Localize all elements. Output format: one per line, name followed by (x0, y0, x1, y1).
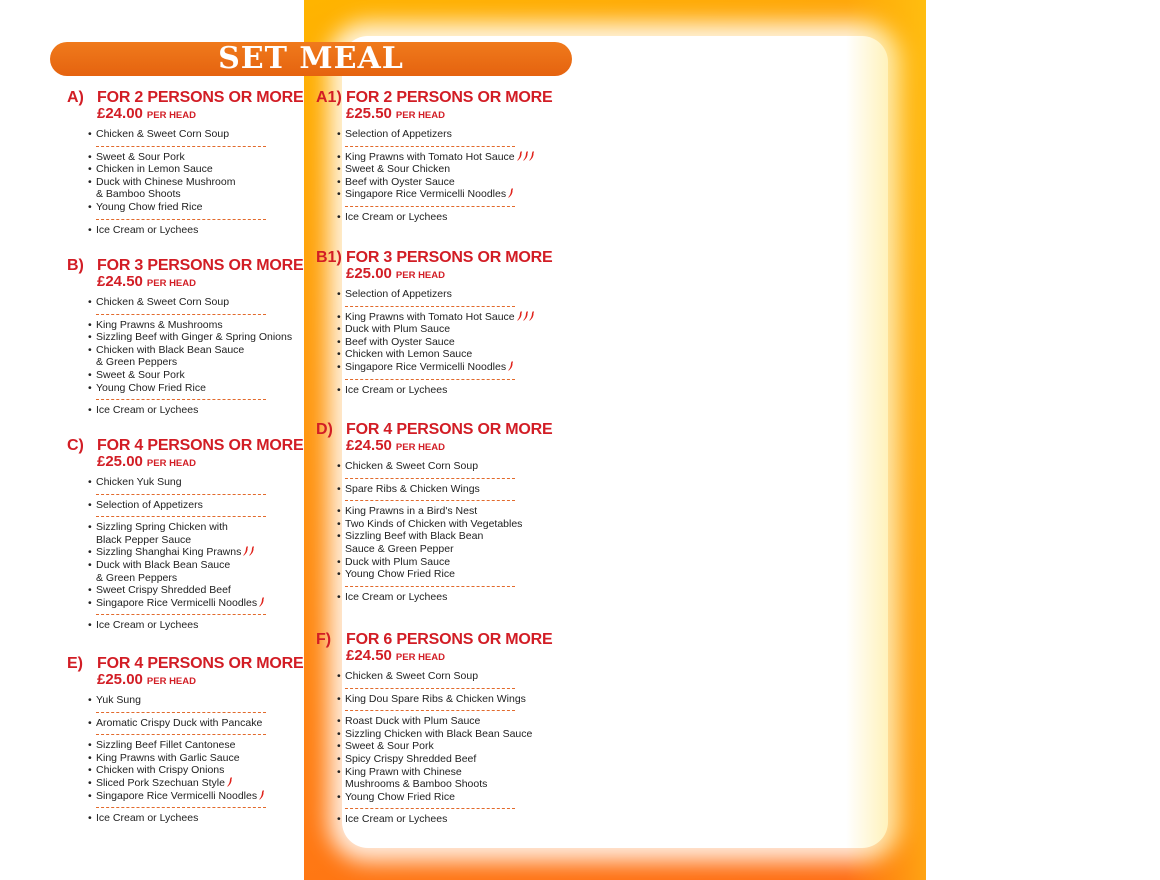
set-meal-section (67, 654, 327, 825)
dish-group (67, 128, 327, 141)
dish-name: Sizzling Spring Chicken with (96, 521, 228, 534)
section-title: FOR 4 PERSONS OR MORE (97, 437, 304, 454)
dish-group (316, 151, 576, 201)
chili-pepper-icon (508, 188, 514, 198)
dashed-separator (96, 219, 266, 220)
dashed-separator (345, 710, 515, 711)
dish-name: Ice Cream or Lychees (345, 383, 448, 396)
dish-item (88, 534, 327, 547)
section-title: FOR 4 PERSONS OR MORE (346, 421, 553, 438)
dish-item (337, 791, 576, 804)
dish-item (337, 211, 576, 224)
dish-name: Sauce & Green Pepper (345, 542, 454, 555)
dish-item (337, 460, 576, 473)
per-head-label: PER HEAD (146, 110, 196, 121)
dish-name: Young Chow fried Rice (96, 200, 203, 213)
dashed-separator (96, 734, 266, 735)
dish-name: Selection of Appetizers (345, 128, 452, 140)
dish-group (316, 591, 576, 604)
dashed-separator (345, 206, 515, 207)
dish-item (88, 369, 327, 382)
dish-item (88, 201, 327, 214)
dish-name: Duck with Chinese Mushroom (96, 175, 236, 188)
dish-item (337, 384, 576, 397)
dish-item (88, 163, 327, 176)
dish-group (316, 813, 576, 826)
dish-item (337, 311, 576, 324)
dish-name: Chicken in Lemon Sauce (96, 163, 213, 176)
dish-item (337, 151, 576, 164)
dish-name: Sweet & Sour Chicken (345, 163, 451, 176)
dish-group (67, 404, 327, 417)
dish-item (337, 163, 576, 176)
dish-group (316, 311, 576, 374)
dish-name: Chicken & Sweet Corn Soup (96, 128, 230, 140)
dish-item (337, 715, 576, 728)
per-head-label: PER HEAD (395, 110, 445, 121)
dish-item (88, 521, 327, 534)
section-code: B1) (316, 249, 342, 266)
dish-item (88, 319, 327, 332)
dish-name: Sizzling Chicken with Black Bean Sauce (345, 727, 533, 740)
dish-group (67, 499, 327, 512)
dish-group (316, 505, 576, 581)
set-meal-section (316, 248, 576, 396)
dish-item (88, 356, 327, 369)
dish-name: Singapore Rice Vermicelli Noodles (96, 789, 258, 802)
dish-item (88, 764, 327, 777)
dashed-separator (345, 306, 515, 307)
dish-item (337, 753, 576, 766)
dish-item (337, 670, 576, 683)
dish-group (67, 224, 327, 237)
dish-item (88, 619, 327, 632)
dish-name: King Prawn with Chinese (345, 765, 462, 778)
dashed-separator (345, 586, 515, 587)
price-row (67, 672, 327, 690)
dish-item (88, 296, 327, 309)
price: £25.00 (346, 265, 392, 282)
section-title: FOR 3 PERSONS OR MORE (97, 257, 304, 274)
price-row (316, 266, 576, 284)
dish-name: Singapore Rice Vermicelli Noodles (345, 188, 507, 201)
dish-name: Chicken & Sweet Corn Soup (96, 296, 230, 308)
dish-name: Spicy Crispy Shredded Beef (345, 752, 477, 765)
dish-name: Roast Duck with Plum Sauce (345, 715, 481, 728)
dish-group (316, 670, 576, 683)
dish-name: Ice Cream or Lychees (345, 813, 448, 826)
dashed-separator (96, 712, 266, 713)
dashed-separator (345, 808, 515, 809)
dish-name: Duck with Black Bean Sauce (96, 558, 231, 571)
price: £25.50 (346, 105, 392, 122)
dish-name: Spare Ribs & Chicken Wings (345, 482, 480, 495)
set-meal-section (316, 630, 576, 826)
dish-group (67, 521, 327, 609)
dish-name: Sizzling Shanghai King Prawns (96, 546, 242, 559)
section-code: A1) (316, 89, 342, 106)
dish-name: Two Kinds of Chicken with Vegetables (345, 517, 523, 530)
chili-pepper-icon (259, 597, 265, 607)
dish-name: King Prawns in a Bird's Nest (345, 505, 478, 518)
chili-icon (259, 791, 265, 801)
dish-item (88, 597, 327, 610)
chili-icon (517, 152, 535, 162)
chili-icon (508, 189, 514, 199)
dish-item (337, 323, 576, 336)
per-head-label: PER HEAD (146, 278, 196, 289)
dish-item (88, 151, 327, 164)
dish-name: Sweet & Sour Pork (96, 150, 185, 163)
dashed-separator (345, 688, 515, 689)
dish-name: Ice Cream or Lychees (345, 590, 448, 603)
dish-name: & Bamboo Shoots (96, 188, 181, 201)
dish-item (337, 188, 576, 201)
dish-item (88, 499, 327, 512)
dish-item (88, 572, 327, 585)
dish-name: Black Pepper Sauce (96, 533, 192, 546)
dish-group (316, 715, 576, 803)
dish-item (88, 717, 327, 730)
dish-item (337, 778, 576, 791)
dish-item (337, 505, 576, 518)
dish-item (88, 176, 327, 189)
dish-group (316, 483, 576, 496)
dish-item (337, 530, 576, 543)
dashed-separator (96, 314, 266, 315)
dish-name: Ice Cream or Lychees (96, 223, 199, 236)
dish-item (337, 813, 576, 826)
dashed-separator (96, 494, 266, 495)
dish-name: Ice Cream or Lychees (345, 210, 448, 223)
dish-item (337, 483, 576, 496)
chili-pepper-icon (529, 151, 535, 161)
dish-item (88, 752, 327, 765)
dish-group (316, 211, 576, 224)
dish-item (88, 128, 327, 141)
chili-icon (243, 547, 255, 557)
price-row (67, 454, 327, 472)
dashed-separator (96, 399, 266, 400)
dashed-separator (96, 146, 266, 147)
dish-item (337, 361, 576, 374)
dish-item (337, 288, 576, 301)
dish-name: King Prawns with Tomato Hot Sauce (345, 150, 515, 163)
dish-group (316, 384, 576, 397)
dish-name: King Prawns & Mushrooms (96, 318, 223, 331)
dish-item (337, 693, 576, 706)
chili-icon (259, 598, 265, 608)
dish-name: Sizzling Beef with Black Bean (345, 530, 484, 543)
dish-name: Ice Cream or Lychees (96, 619, 199, 632)
price-row (316, 648, 576, 666)
dish-item (88, 344, 327, 357)
dish-group (67, 619, 327, 632)
dish-group (67, 476, 327, 489)
section-code: E) (67, 655, 83, 672)
dish-name: Beef with Oyster Sauce (345, 175, 455, 188)
dish-item (88, 777, 327, 790)
dish-name: & Green Peppers (96, 356, 178, 369)
dish-name: Yuk Sung (96, 694, 141, 706)
per-head-label: PER HEAD (146, 458, 196, 469)
dish-name: Chicken Yuk Sung (96, 476, 182, 488)
set-meal-section (67, 256, 327, 417)
dish-name: Sweet & Sour Pork (96, 368, 185, 381)
page-title: SET MEAL (218, 41, 404, 76)
section-code: B) (67, 257, 84, 274)
dish-item (337, 766, 576, 779)
dish-group (67, 717, 327, 730)
price: £25.00 (97, 453, 143, 470)
dish-name: Aromatic Crispy Duck with Pancake (96, 716, 263, 729)
dish-item (88, 546, 327, 559)
section-code: D) (316, 421, 333, 438)
dish-item (337, 591, 576, 604)
section-title: FOR 2 PERSONS OR MORE (97, 89, 304, 106)
price: £24.50 (346, 437, 392, 454)
dish-name: Sizzling Beef Fillet Cantonese (96, 739, 236, 752)
dish-group (316, 693, 576, 706)
dish-group (67, 812, 327, 825)
dish-name: Young Chow Fried Rice (345, 568, 455, 581)
chili-pepper-icon (259, 790, 265, 800)
dish-item (88, 812, 327, 825)
chili-icon (227, 778, 233, 788)
price: £25.00 (97, 671, 143, 688)
dish-group (67, 296, 327, 309)
chili-pepper-icon (227, 777, 233, 787)
dish-name: King Dou Spare Ribs & Chicken Wings (345, 692, 526, 705)
dish-name: & Green Peppers (96, 571, 178, 584)
chili-pepper-icon (529, 311, 535, 321)
dish-item (337, 728, 576, 741)
dish-item (88, 584, 327, 597)
dashed-separator (345, 500, 515, 501)
section-title: FOR 6 PERSONS OR MORE (346, 631, 553, 648)
dish-item (88, 331, 327, 344)
dish-name: Singapore Rice Vermicelli Noodles (96, 596, 258, 609)
dish-name: Young Chow Fried Rice (96, 381, 206, 394)
dashed-separator (345, 379, 515, 380)
dish-name: Sweet & Sour Pork (345, 740, 434, 753)
dish-name: Ice Cream or Lychees (96, 812, 199, 825)
per-head-label: PER HEAD (395, 652, 445, 663)
dish-name: Sliced Pork Szechuan Style (96, 776, 225, 789)
dish-item (88, 739, 327, 752)
dish-item (88, 694, 327, 707)
title-banner (50, 42, 572, 76)
chili-pepper-icon (508, 361, 514, 371)
section-code: F) (316, 631, 332, 648)
dish-item (337, 740, 576, 753)
dish-name: King Prawns with Garlic Sauce (96, 751, 240, 764)
price-row (67, 106, 327, 124)
dish-item (88, 382, 327, 395)
dish-item (337, 543, 576, 556)
dish-group (67, 694, 327, 707)
dish-item (337, 128, 576, 141)
section-title: FOR 4 PERSONS OR MORE (97, 655, 304, 672)
dish-name: Chicken & Sweet Corn Soup (345, 460, 479, 472)
price: £24.50 (97, 273, 143, 290)
dish-name: Singapore Rice Vermicelli Noodles (345, 360, 507, 373)
section-title: FOR 2 PERSONS OR MORE (346, 89, 553, 106)
dashed-separator (96, 516, 266, 517)
dish-item (337, 556, 576, 569)
dish-name: Chicken with Crispy Onions (96, 764, 225, 777)
per-head-label: PER HEAD (146, 676, 196, 687)
dish-item (88, 476, 327, 489)
dish-group (316, 460, 576, 473)
dish-item (88, 790, 327, 803)
dashed-separator (345, 146, 515, 147)
dish-name: King Prawns with Tomato Hot Sauce (345, 310, 515, 323)
dish-name: Young Chow Fried Rice (345, 790, 455, 803)
per-head-label: PER HEAD (395, 270, 445, 281)
dish-item (88, 188, 327, 201)
set-meal-section (67, 88, 327, 236)
dish-name: Sweet Crispy Shredded Beef (96, 584, 231, 597)
section-code: C) (67, 437, 84, 454)
dish-item (337, 568, 576, 581)
dish-item (337, 336, 576, 349)
dish-name: Duck with Plum Sauce (345, 555, 451, 568)
dish-item (88, 404, 327, 417)
dish-item (88, 224, 327, 237)
dish-group (67, 319, 327, 395)
chili-icon (508, 362, 514, 372)
dashed-separator (96, 807, 266, 808)
chili-icon (517, 312, 535, 322)
dashed-separator (345, 478, 515, 479)
section-code: A) (67, 89, 84, 106)
set-meal-section (316, 420, 576, 603)
dish-item (88, 559, 327, 572)
dish-name: Mushrooms & Bamboo Shoots (345, 778, 488, 791)
dish-group (316, 128, 576, 141)
price-row (316, 106, 576, 124)
dish-name: Chicken with Black Bean Sauce (96, 343, 245, 356)
set-meal-section (316, 88, 576, 224)
price: £24.50 (346, 647, 392, 664)
price-row (67, 274, 327, 292)
dish-name: Chicken & Sweet Corn Soup (345, 670, 479, 682)
dish-name: Selection of Appetizers (96, 498, 203, 511)
section-title: FOR 3 PERSONS OR MORE (346, 249, 553, 266)
dish-item (337, 518, 576, 531)
price-row (316, 438, 576, 456)
dish-group (67, 151, 327, 214)
dashed-separator (96, 614, 266, 615)
dish-name: Sizzling Beef with Ginger & Spring Onions (96, 331, 293, 344)
dish-name: Beef with Oyster Sauce (345, 335, 455, 348)
dish-name: Ice Cream or Lychees (96, 404, 199, 417)
set-meal-section (67, 436, 327, 632)
dish-item (337, 348, 576, 361)
dish-name: Duck with Plum Sauce (345, 323, 451, 336)
price: £24.00 (97, 105, 143, 122)
dish-group (316, 288, 576, 301)
dish-name: Selection of Appetizers (345, 288, 452, 300)
dish-name: Chicken with Lemon Sauce (345, 348, 473, 361)
chili-pepper-icon (249, 546, 255, 556)
per-head-label: PER HEAD (395, 442, 445, 453)
dish-group (67, 739, 327, 802)
dish-item (337, 176, 576, 189)
